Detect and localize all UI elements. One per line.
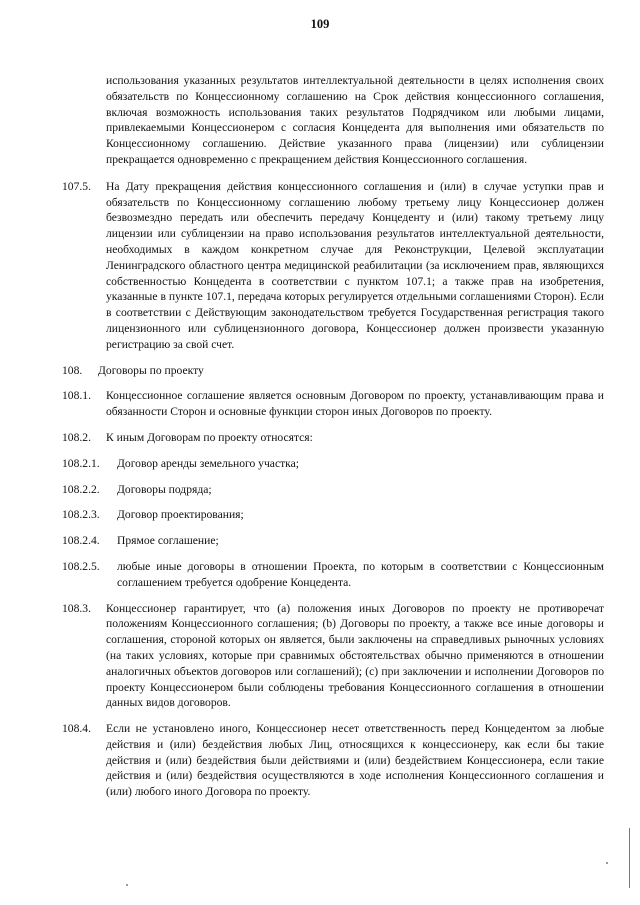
clause-text: Договор проектирования; — [117, 508, 244, 522]
clause-number: 108.2.1. — [62, 456, 100, 470]
clause-108-1 — [62, 388, 604, 420]
clause-108-4 — [62, 721, 604, 800]
clause-number: 108.2.3. — [62, 508, 100, 522]
clause-number: 108.1. — [62, 389, 91, 403]
clause-text: Концессионное соглашение является основным Договором по проекту, устанавливающим права и обязанности Сторон и основные функции сторон иных Договоров по проекту. — [106, 389, 604, 419]
clause-108-2-4 — [62, 533, 604, 549]
clause-108-2 — [62, 430, 604, 446]
clause-text: Если не установлено иного, Концессионер несет ответственность перед Концедентом за любые действия и (или) бездействия любых Лиц, относящихся к концессионеру, как если бы такие действия и (или) бездействия были действиями и (или) бездействием Концессионера, если такие действия и (или) бездействия осуществляются в ходе исполнения Концессионного соглашения и (или) любого иного Договора по проекту. — [106, 722, 604, 799]
clause-number: 108.2.4. — [62, 534, 100, 548]
page-number: 109 — [310, 17, 330, 31]
scan-speck — [126, 884, 128, 886]
clause-107-5 — [62, 179, 604, 353]
clause-text: На Дату прекращения действия концессионного соглашения и (или) в случае уступки прав и обязательств по Концессионному соглашению любому третьему лицу Концессионер должен безвозмездно передать или обеспечить передачу Концеденту и (или) такому третьему лицу лицензии или сублицензии на право использования результатов интеллектуальной деятельности, необходимых в каждом конкретном случае для Реконструкции, Целевой эксплуатации Ленинградского областного центра медицинской реабилитации (за исключением прав, являющихся собственностью Концедента в соответствии с пунктом 107.1; а также прав на изобретения, указанные в пункте 107.1, передача которых регулируется отдельными соглашениями Сторон). Если в соответствии с Действующим законодательством требуется Государственная регистрация такого лицензионного или сублицензионного договора, Концессионер должен произвести указанную регистрацию за свой счет. — [106, 179, 604, 351]
clause-text: любые иные договоры в отношении Проекта, по которым в соответствии с Концессионным соглашением требуется одобрение Концедента. — [117, 559, 604, 589]
clause-text: К иным Договорам по проекту относятся: — [106, 430, 313, 444]
clause-108 — [62, 363, 604, 379]
scan-edge-mark — [629, 828, 630, 888]
clause-text: Договоры подряда; — [117, 482, 212, 496]
clause-108-2-5 — [62, 559, 604, 591]
clause-text: Концессионер гарантирует, что (а) положения иных Договоров по проекту не противоречат положениям Концессионного соглашения; (b) Договоры по проекту, а также все иные договоры и соглашения, стороной которых он является, были заключены на справедливых рыночных условиях (на таких условиях, которые при сравнимых обстоятельствах обычно применяются в отношении аналогичных объектов договоров или соглашений); (c) при заключении и исполнении Договоров по проекту Концессионером были соблюдены требования Концессионного соглашения в отношении данных видов договоров. — [106, 601, 604, 710]
clause-108-2-3 — [62, 507, 604, 523]
clause-number: 108.3. — [62, 601, 91, 615]
clause-text: Прямое соглашение; — [117, 534, 219, 548]
clause-108-2-2 — [62, 482, 604, 498]
clause-number: 108.2. — [62, 430, 91, 444]
clause-text: Договор аренды земельного участка; — [117, 456, 299, 470]
clause-number: 108.2.5. — [62, 559, 100, 573]
clause-number: 108.4. — [62, 722, 91, 736]
paragraph-continuation: использования указанных результатов интеллектуальной деятельности в целях исполнения своих обязательств по Концессионному соглашению на Срок действия концессионного соглашения, включая возможность использования таких результатов Подрядчиком или любыми лицами, привлекаемыми Концессионером с согласия Концедента для выполнения ими обязательств по Концессионному соглашению. Действие указанного права (лицензии) или сублицензии прекращается одновременно с прекращением действия Концессионного соглашения. — [106, 74, 604, 166]
clause-number: 108. — [62, 363, 83, 377]
document-body — [62, 73, 604, 810]
clause-108-3 — [62, 601, 604, 712]
scan-speck — [606, 862, 608, 864]
clause-number: 107.5. — [62, 179, 91, 193]
clause-number: 108.2.2. — [62, 482, 100, 496]
section-heading: Договоры по проекту — [98, 363, 204, 377]
clause-108-2-1 — [62, 456, 604, 472]
